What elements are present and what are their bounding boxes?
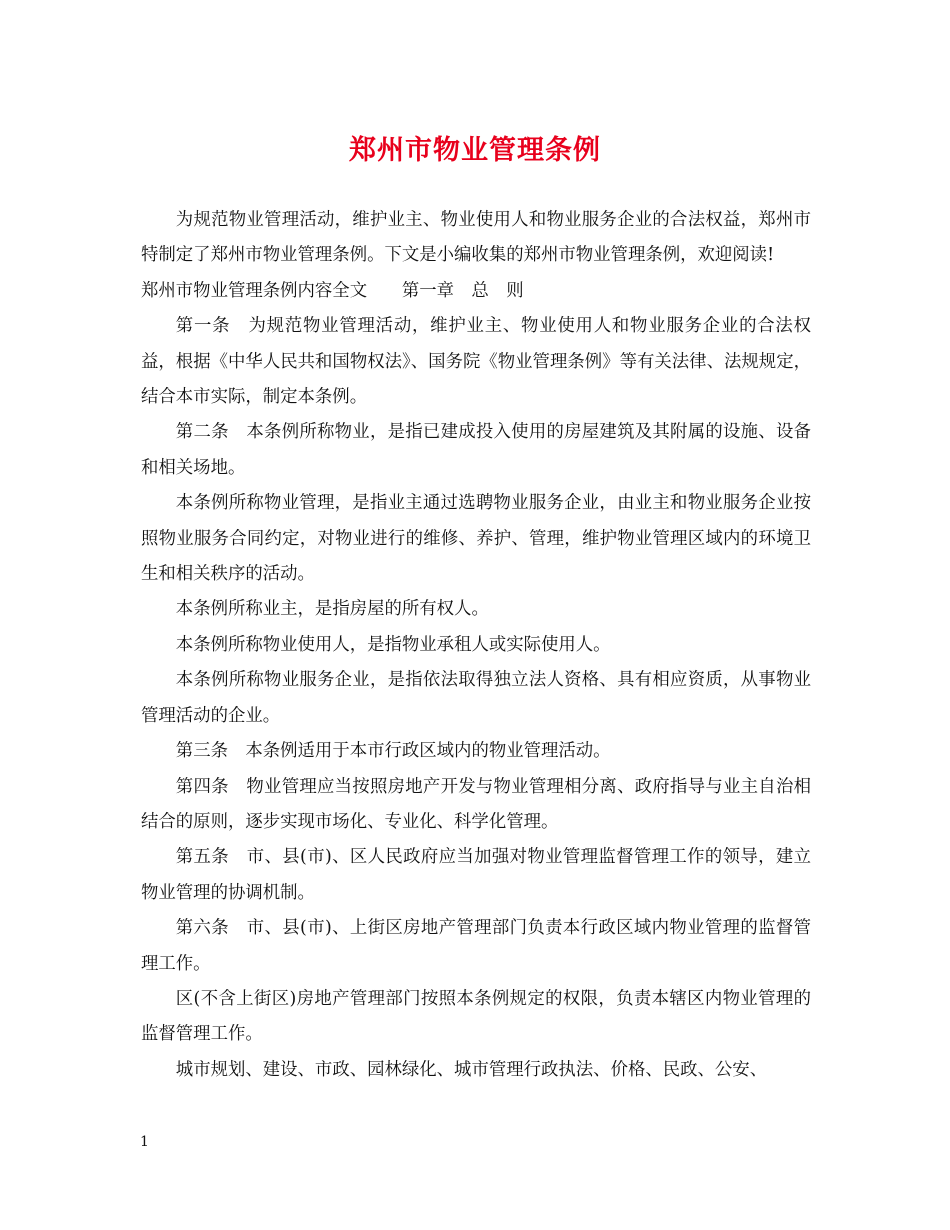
paragraph-definition-user: 本条例所称物业使用人，是指物业承租人或实际使用人。 [175,634,611,655]
paragraph-article-1: 第一条 为规范物业管理活动，维护业主、物业使用人和物业服务企业的合法权益，根据《中华人民共和国物权法》、国务院《物业管理条例》等有关法律、法规规定，结合本市实际，制定本条例。 [141,316,811,408]
paragraph-intro: 为规范物业管理活动，维护业主、物业使用人和物业服务企业的合法权益，郑州市特制定了郑州市物业管理条例。下文是小编收集的郑州市物业管理条例，欢迎阅读! [141,210,811,266]
paragraph-chapter-heading: 郑州市物业管理条例内容全文 第一章 总 则 [141,280,524,301]
paragraph-district-supervision: 区(不含上街区)房地产管理部门按照本条例规定的权限，负责本辖区内物业管理的监督管理工作。 [141,988,811,1045]
paragraph-definition-enterprise: 本条例所称物业服务企业，是指依法取得独立法人资格、具有相应资质，从事物业管理活动的企业。 [141,670,811,726]
page-number: 1 [140,1134,149,1150]
paragraph-departments: 城市规划、建设、市政、园林绿化、城市管理行政执法、价格、民政、公安、 [175,1059,768,1080]
paragraph-article-2: 第二条 本条例所称物业，是指已建成投入使用的房屋建筑及其附属的设施、设备和相关场地。 [141,422,811,478]
document-title: 郑州市物业管理条例 [349,135,601,166]
paragraph-definition-management: 本条例所称物业管理，是指业主通过选聘物业服务企业，由业主和物业服务企业按照物业服务合同约定，对物业进行的维修、养护、管理，维护物业管理区域内的环境卫生和相关秩序的活动。 [141,493,811,585]
paragraph-definition-owner: 本条例所称业主，是指房屋的所有权人。 [175,599,489,620]
paragraph-article-3: 第三条 本条例适用于本市行政区域内的物业管理活动。 [175,741,611,762]
document-body [141,203,811,1088]
paragraph-article-5: 第五条 市、县(市)、区人民政府应当加强对物业管理监督管理工作的领导，建立物业管理的协调机制。 [141,847,811,903]
paragraph-article-6: 第六条 市、县(市)、上街区房地产管理部门负责本行政区域内物业管理的监督管理工作。 [141,918,811,974]
paragraph-article-4: 第四条 物业管理应当按照房地产开发与物业管理相分离、政府指导与业主自治相结合的原则，逐步实现市场化、专业化、科学化管理。 [141,776,811,832]
